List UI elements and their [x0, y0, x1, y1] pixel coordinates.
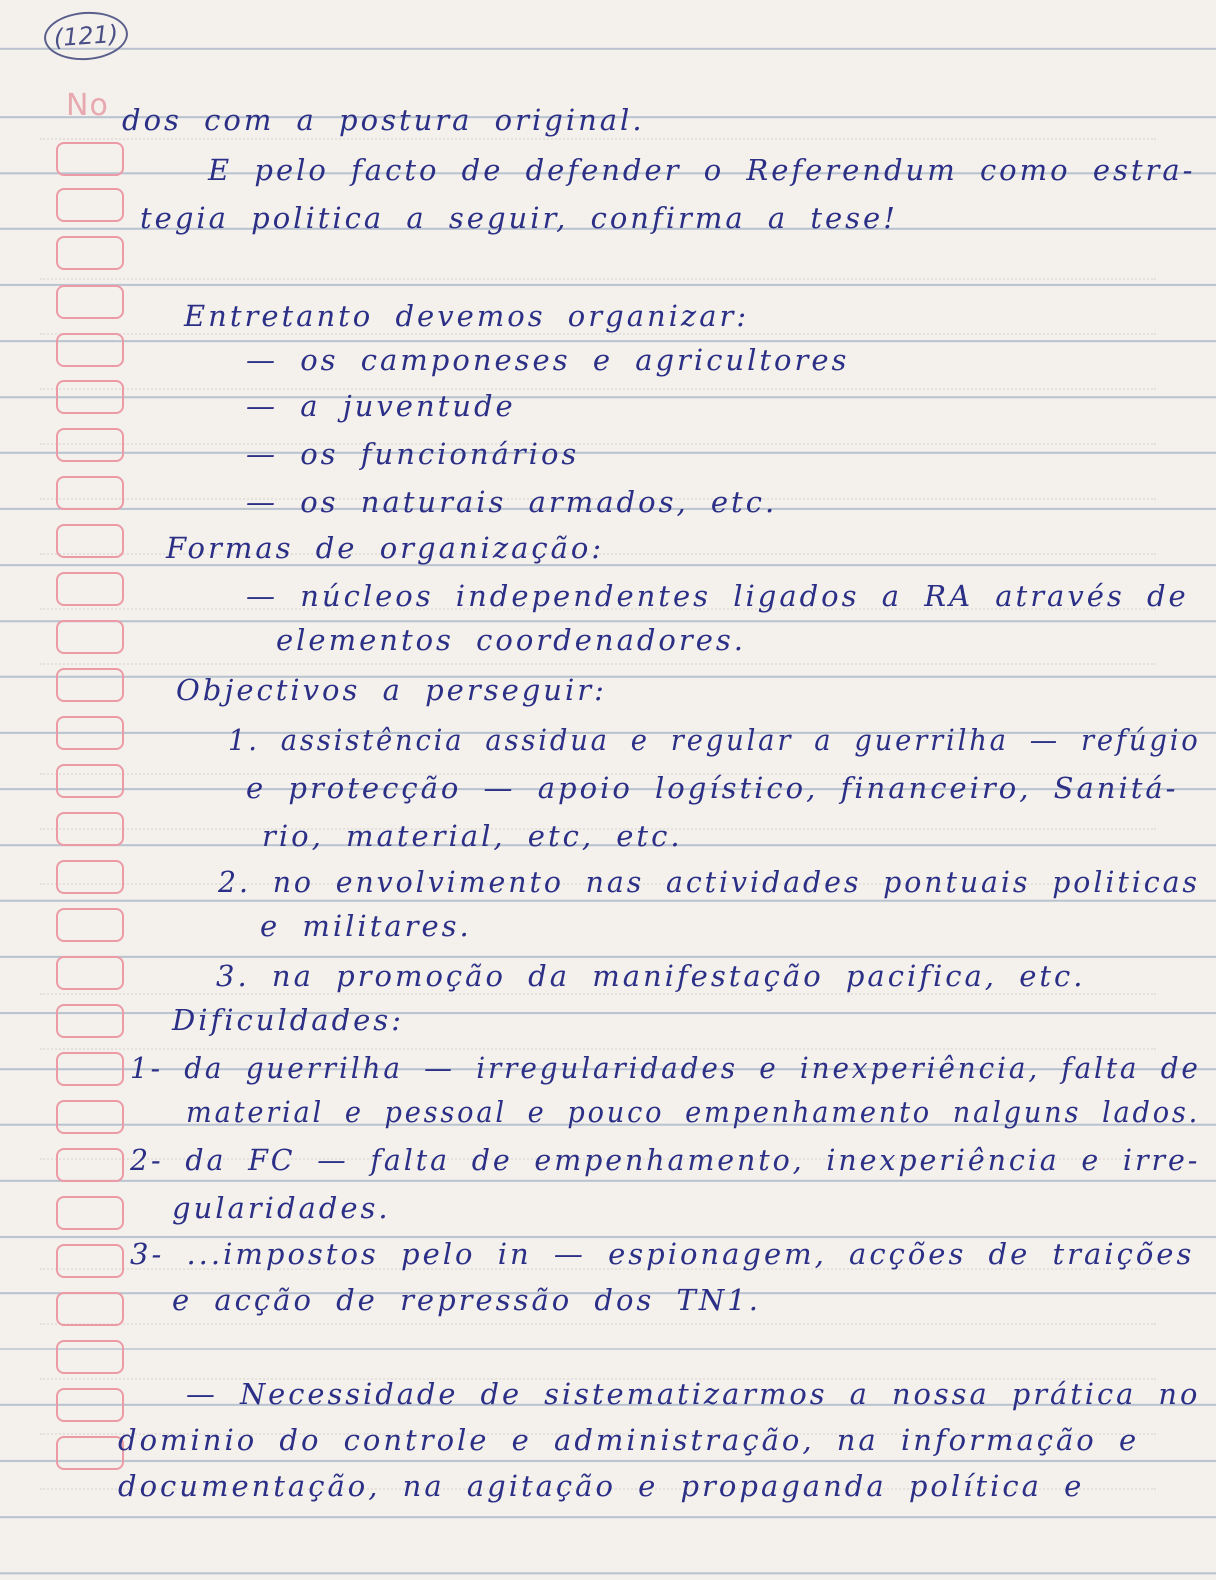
margin-box — [56, 620, 124, 654]
text-line: E pelo facto de defender o Referendum como estra- — [208, 153, 1196, 187]
text-line: dos com a postura original. — [122, 103, 645, 137]
text-line: e protecção — apoio logístico, financeiro, Sanitá- — [246, 771, 1179, 805]
text-line: 3. na promoção da manifestação pacifica, etc. — [216, 959, 1086, 993]
text-line: — os naturais armados, etc. — [246, 485, 778, 519]
margin-box — [56, 812, 124, 846]
margin-box — [56, 572, 124, 606]
margin-box — [56, 1196, 124, 1230]
text-line: — núcleos independentes ligados a RA através de — [246, 579, 1189, 613]
margin-box — [56, 285, 124, 319]
text-line: rio, material, etc, etc. — [262, 819, 683, 853]
text-line: Dificuldades: — [172, 1003, 404, 1037]
margin-box — [56, 380, 124, 414]
text-line: 2. no envolvimento nas actividades pontuais politicas — [218, 865, 1200, 899]
text-line: 1- da guerrilha — irregularidades e inexperiência, falta de — [130, 1051, 1201, 1085]
text-line: dominio do controle e administração, na informação e — [118, 1423, 1140, 1457]
text-line: Objectivos a perseguir: — [176, 673, 607, 707]
margin-box — [56, 1244, 124, 1278]
margin-no-mark: No — [66, 88, 109, 123]
margin-box — [56, 333, 124, 367]
margin-box — [56, 188, 124, 222]
margin-box — [56, 524, 124, 558]
page-number: (121) — [42, 9, 129, 63]
text-line: — os camponeses e agricultores — [246, 343, 850, 377]
margin-box — [56, 860, 124, 894]
text-line: material e pessoal e pouco empenhamento nalguns lados. — [186, 1095, 1201, 1129]
margin-box — [56, 428, 124, 462]
text-line: e acção de repressão dos TN1. — [172, 1283, 761, 1317]
text-line: — os funcionários — [246, 437, 580, 471]
margin-box — [56, 668, 124, 702]
text-line: 3- ...impostos pelo in — espionagem, acções de traições — [130, 1237, 1195, 1271]
margin-box — [56, 1340, 124, 1374]
text-line: gularidades. — [172, 1191, 391, 1225]
text-line: — a juventude — [246, 389, 516, 423]
margin-box — [56, 764, 124, 798]
margin-box — [56, 1292, 124, 1326]
margin-box — [56, 1052, 124, 1086]
margin-box — [56, 716, 124, 750]
text-line: tegia politica a seguir, confirma a tese! — [140, 201, 898, 235]
margin-box — [56, 1004, 124, 1038]
text-line: Entretanto devemos organizar: — [184, 299, 750, 333]
margin-box — [56, 1148, 124, 1182]
margin-box — [56, 476, 124, 510]
margin-box — [56, 142, 124, 176]
text-line: e militares. — [260, 909, 472, 943]
text-line: 1. assistência assidua e regular a guerrilha — refúgio — [228, 723, 1201, 757]
margin-box — [56, 1436, 124, 1470]
text-line: elementos coordenadores. — [276, 623, 747, 657]
margin-box — [56, 1388, 124, 1422]
text-line: — Necessidade de sistematizarmos a nossa prática no — [186, 1377, 1201, 1411]
text-line: Formas de organização: — [166, 531, 605, 565]
text-line: 2- da FC — falta de empenhamento, inexperiência e irre- — [130, 1143, 1201, 1177]
margin-box — [56, 236, 124, 270]
text-line: documentação, na agitação e propaganda política e — [118, 1469, 1085, 1503]
margin-box — [56, 908, 124, 942]
margin-box — [56, 1100, 124, 1134]
margin-box — [56, 956, 124, 990]
